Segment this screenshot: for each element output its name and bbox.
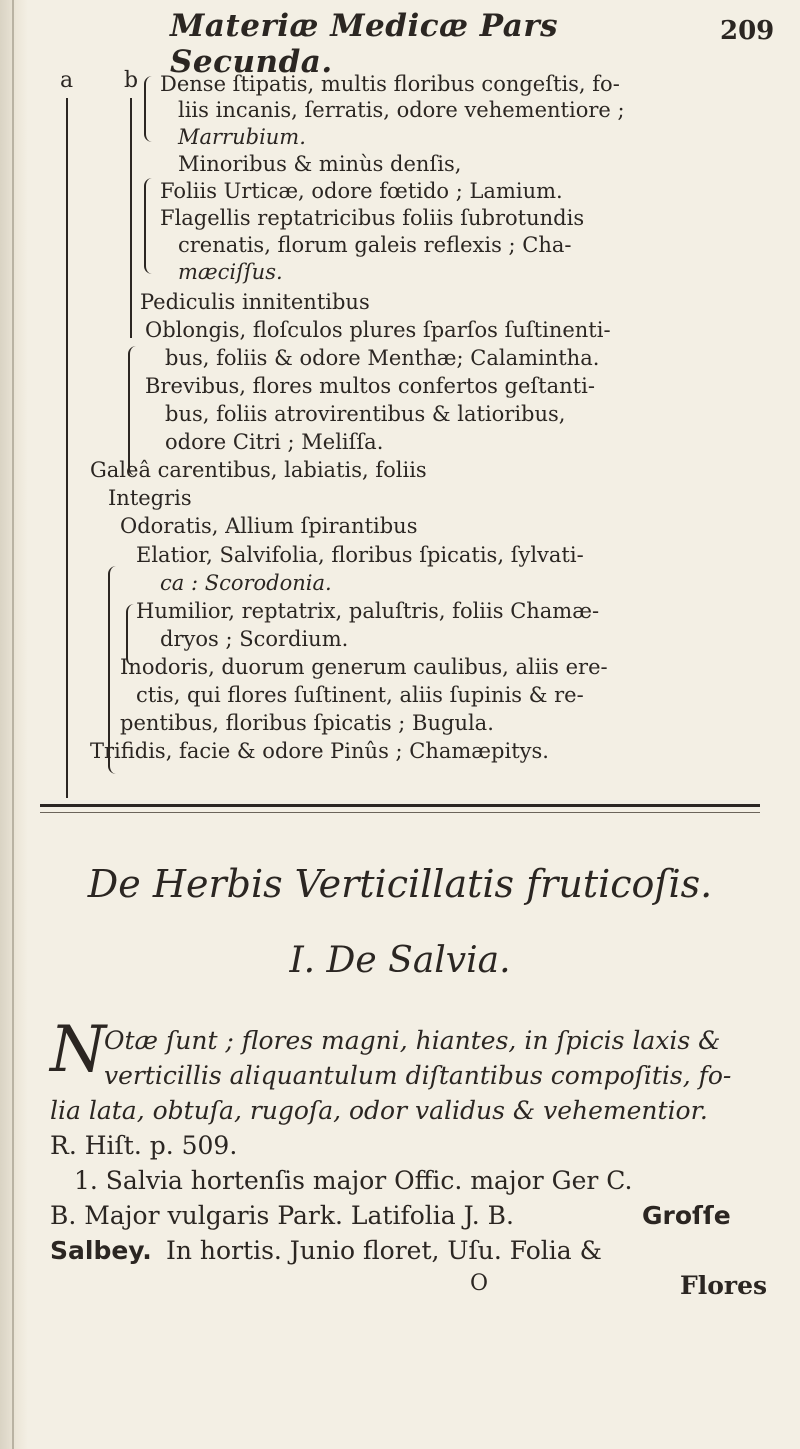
key-line: Elatior, Salvifolia, floribus ſpicatis, ſylvati- [136,543,584,567]
key-line: Odoratis, Allium ſpirantibus [120,514,418,538]
key-line: pentibus, floribus ſpicatis ; Bugula. [120,711,494,735]
blackletter-word: Groſſe [642,1201,731,1230]
key-line: ca : Scorodonia. [160,571,332,595]
key-line: Oblongis, floſculos plures ſparſos ſuſtinenti- [145,318,611,342]
key-line: crenatis, florum galeis reflexis ; Cha- [178,233,572,257]
signature-mark: O [470,1271,489,1296]
key-line: bus, foliis atrovirentibus & latioribus, [165,402,566,426]
page-number: 209 [720,16,775,46]
body-line: R. Hiſt. p. 509. [50,1131,238,1160]
running-title: Materiæ Medicæ Pars Secunda. [170,8,559,80]
brace-1 [144,76,156,142]
key-line: liis incanis, ſerratis, odore vehementiore ; [178,98,625,122]
key-line: Integris [108,486,192,510]
key-line: mæciſſus. [178,260,283,284]
catchword: Flores [680,1271,768,1300]
brace-2 [144,178,156,274]
body-line: lia lata, obtuſa, rugoſa, odor validus & vehementior. [50,1096,708,1125]
key-line: Marrubium. [178,125,306,149]
subsection-title: I. De Salvia. [289,940,511,981]
key-line: Brevibus, flores multos confertos geſtanti- [145,374,595,398]
section-title: De Herbis Verticillatis fruticoſis. [87,862,713,906]
key-line: Minoribus & minùs denſis, [178,152,462,176]
key-line: Inodoris, duorum generum caulibus, aliis ere- [120,655,608,679]
inner-bracket-rule [130,98,132,338]
key-line: dryos ; Scordium. [160,627,349,651]
book-gutter [0,0,28,1449]
margin-marker-a: a [60,68,74,93]
key-line: Galeâ carentibus, labiatis, foliis [90,458,427,482]
key-line: odore Citri ; Meliſſa. [165,430,384,454]
body-line: verticillis aliquantulum diſtantibus compoſitis, fo- [104,1061,732,1090]
key-line: Pediculis innitentibus [140,290,370,314]
drop-initial: N [50,1013,106,1087]
margin-marker-b: b [124,68,139,93]
key-line: bus, foliis & odore Menthæ; Calamintha. [165,346,600,370]
body-line: B. Major vulgaris Park. Latifolia J. B. [50,1201,514,1230]
gutter-line [12,0,14,1449]
key-line: Flagellis reptatricibus foliis ſubrotundis [160,206,585,230]
body-line: In hortis. Junio floret, Uſu. Folia & [166,1236,602,1265]
brace-3 [128,346,140,476]
blackletter-word: Salbey. [50,1236,152,1265]
body-line: 1. Salvia hortenſis major Offic. major Ger C. [74,1166,633,1195]
key-line: Humilior, reptatrix, paluſtris, foliis Chamæ- [136,599,600,623]
body-line: Otæ ſunt ; flores magni, hiantes, in ſpicis laxis & [104,1026,721,1055]
key-line: ctis, qui flores ſuſtinent, aliis ſupinis & re- [136,683,584,707]
key-line: Dense ſtipatis, multis floribus congeſtis, fo- [160,72,620,96]
key-line: Foliis Urticæ, odore fœtido ; Lamium. [160,179,563,203]
outer-bracket-rule [66,98,68,798]
key-line: Trifidis, facie & odore Pinûs ; Chamæpitys. [90,739,549,763]
section-rule [40,804,760,807]
section-rule-thin [40,812,760,813]
